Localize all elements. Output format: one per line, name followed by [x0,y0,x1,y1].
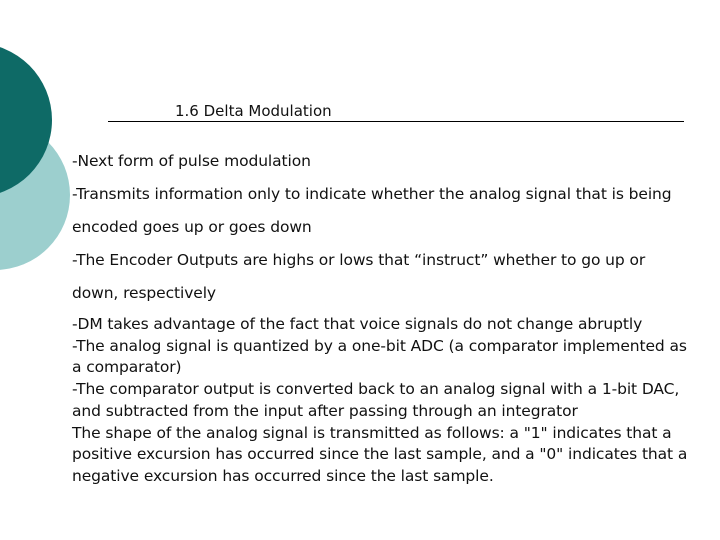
body-text-block [72,314,712,488]
bullet-line: down, respectively [72,284,216,302]
body-line: -DM takes advantage of the fact that voice signals do not change abruptly [72,315,643,333]
body-line: and subtracted from the input after passing through an integrator [72,401,578,420]
bullet-line: -Transmits information only to indicate whether the analog signal that is being [72,185,672,203]
slide-title-rule [108,101,684,122]
bullet-line: -Next form of pulse modulation [72,152,311,170]
slide-title: 1.6 Delta Modulation [175,102,332,120]
body-line: -The comparator output is converted back to an analog signal with a 1-bit DAC, [72,380,680,399]
body-line: -The analog signal is quantized by a one-bit ADC (a comparator implemented as [72,336,687,355]
body-line: negative excursion has occurred since the last sample. [72,466,494,485]
bullet-line: -The Encoder Outputs are highs or lows that “instruct” whether to go up or [72,251,646,269]
bullet-line: encoded goes up or goes down [72,218,312,236]
body-line: positive excursion has occurred since the last sample, and a "0" indicates that a [72,445,688,464]
body-line: a comparator) [72,358,182,377]
body-line: The shape of the analog signal is transmitted as follows: a "1" indicates that a [72,423,672,442]
